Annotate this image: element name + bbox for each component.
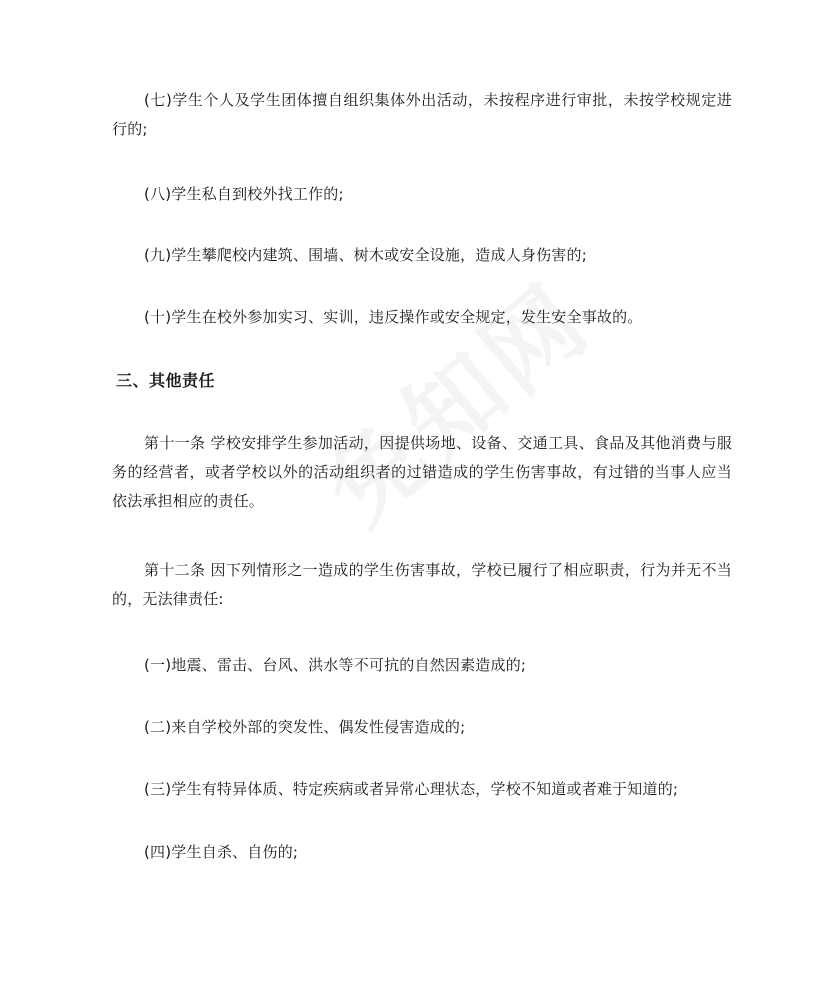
case-2: (二)来自学校外部的突发性、偶发性侵害造成的; [144,718,466,736]
case-4: (四)学生自杀、自伤的; [144,843,299,861]
section-heading-other-liability: 三、其他责任 [116,371,216,390]
article-12: 第十二条 因下列情形之一造成的学生伤害事故，学校已履行了相应职责，行为并无不当的，无法律责任: [112,561,732,608]
case-3: (三)学生有特异体质、特定疾病或者异常心理状态，学校不知道或者难于知道的; [144,780,679,798]
clause-10: (十)学生在校外参加实习、实训，违反操作或安全规定，发生安全事故的。 [144,308,643,326]
case-1: (一)地震、雷击、台风、洪水等不可抗的自然因素造成的; [144,656,527,674]
clause-9: (九)学生攀爬校内建筑、围墙、树木或安全设施，造成人身伤害的; [144,246,587,264]
clause-8: (八)学生私自到校外找工作的; [144,185,344,203]
article-11: 第十一条 学校安排学生参加活动，因提供场地、设备、交通工具、食品及其他消费与服务的经营者，或者学校以外的活动组织者的过错造成的学生伤害事故，有过错的当事人应当依法承担相应的责任。 [112,434,732,510]
clause-7: (七)学生个人及学生团体擅自组织集体外出活动，未按程序进行审批，未按学校规定进行的; [112,91,732,138]
